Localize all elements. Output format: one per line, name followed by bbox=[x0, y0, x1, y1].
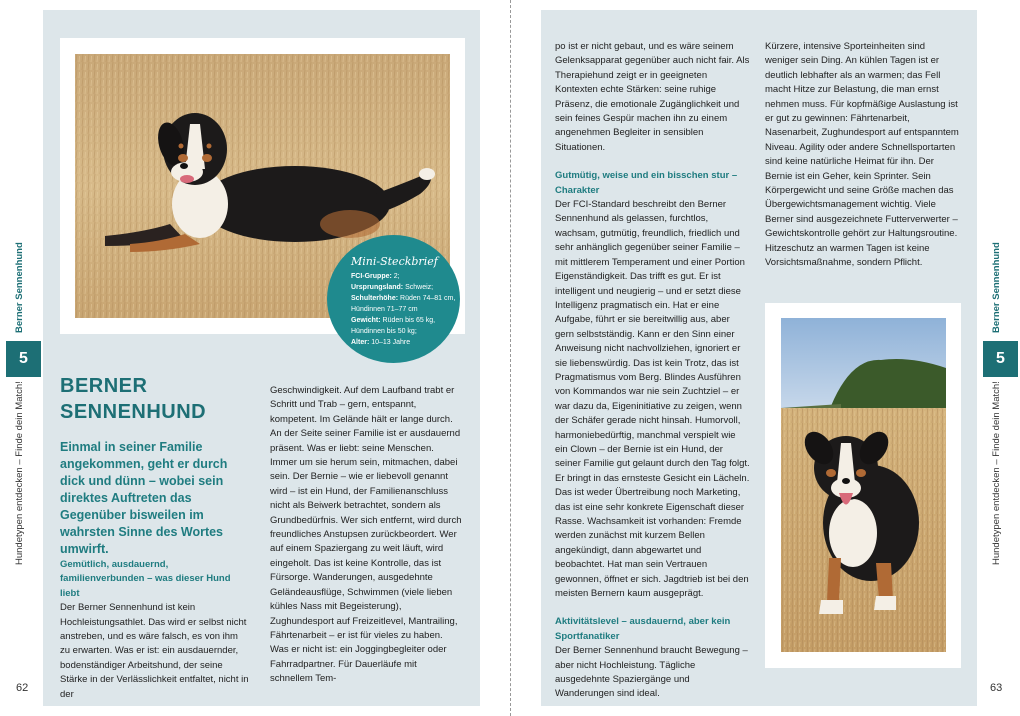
factbox-row bbox=[351, 337, 452, 348]
right-col2-body: Kürzere, intensive Sporteinheiten sind weniger sein Ding. An kühlen Tagen ist er deutlich lebhafter als an warmen; das Fell macht Hitze zur Belastung, die man ernst nehmen muss. Für kopfmäßige Auslastung ist er gut zu gewinnen: Fährtenarbeit, Nasenarbeit, Zughundesport auf entspanntem Niveau. Agility oder andere Schnellsportarten sind keine natürliche Heimat für ihn. Der Bernie ist ein Geher, kein Sprinter. Sein Körpergewicht und seine Größe machen das Übergewichtsmanagement wichtig. Viele Berner sind ausgezeichnete Futterverwerter – Gewichtskontrolle gehört zur Haltungsroutine. Hitzeschutz an warmen Tagen ist keine Vorsichtsmaßnahme, sondern Pflicht. bbox=[765, 41, 959, 269]
right-chapter-tab: 5 bbox=[983, 341, 1018, 377]
factbox-row-value: Rüden bis 65 kg, bbox=[382, 317, 436, 324]
factbox-row-label: Gewicht: bbox=[351, 317, 381, 324]
factbox-title: Mini-Steckbrief bbox=[351, 255, 438, 268]
factbox-row-value: 2; bbox=[393, 273, 400, 280]
right-col1-intro: po ist er nicht gebaut, und es wäre seinem Gelenksapparat gegenüber auch nicht fair. Als Therapiehund zeigt er in geeigneten Kontexten echte Stärken: seine ruhige Präsenz, die emotionale Zugänglichkeit und sein feines Gespür machen ihn zu einem angenehmen Begleiter in sensiblen Situationen. bbox=[555, 41, 750, 153]
left-chapter-tab: 5 bbox=[6, 341, 41, 377]
factbox-row bbox=[351, 282, 452, 293]
right-column-1-text bbox=[555, 40, 750, 702]
left-running-title: Berner Sennenhund bbox=[14, 242, 25, 333]
factbox-row bbox=[351, 304, 452, 315]
page-fold-divider bbox=[510, 0, 511, 716]
factbox-row-value: Hündinnen 71–77 cm bbox=[351, 306, 418, 313]
lead-paragraph: Einmal in seiner Familie angekommen, geht er durch dick und dünn – wobei sein direktes Auftreten das Gegenüber bisweilen im wahrsten Sinne des Wortes umwirft. bbox=[60, 440, 228, 556]
factbox-row-value: Rüden 74–81 cm, bbox=[400, 295, 456, 302]
page-title bbox=[60, 373, 260, 425]
section-body-gemuetlich: Der Berner Sennenhund ist kein Hochleistungsathlet. Das wird er selbst nicht anstreben, und es wäre falsch, es von ihm zu erwarten. Was er ist: ein ausdauernder, bodenständiger Arbeitshund, der seine Stärke in der Verlässlichkeit entfaltet, nicht in der bbox=[60, 602, 249, 700]
factbox-row bbox=[351, 326, 452, 337]
title-line-2: SENNENHUND bbox=[60, 401, 207, 423]
left-col2-body: Geschwindigkeit. Auf dem Laufband trabt er Schritt und Trab – gern, entspannt, kompetent. Im Gelände hält er lange durch. An der Seite seiner Familie ist er ausdauernd präsent. Was er liebt: seine Menschen. Immer um sie herum sein, mitmachen, dabei sein. Der Bernie – wie er liebevoll genannt wird – ist ein Hund, der Familienanschluss nicht als Beiwerk betrachtet, sondern als Grundbedürfnis. Wer sich entfernt, wird durch freundliches Anstupsen zurückbeordert. Wer auf einem Spaziergang zu weit läuft, wird eingeholt. Das ist keine Kontrolle, das ist Fürsorge. Wanderungen, ausgedehnte Geländeausflüge, Schwimmen (viele lieben kühles Nass mit Begeisterung), Zughundesport auf Freizeitlevel, Mantrailing, Fährtenarbeit – er ist für vieles zu haben. Was er nicht ist: ein Joggingbegleiter oder Fahrradpartner. Für Dauerläufe mit schnellem Tem- bbox=[270, 385, 462, 685]
photo-dog-running-in-field bbox=[781, 318, 946, 652]
factbox-row-label: Alter: bbox=[351, 339, 370, 346]
right-running-subtitle: Hundetypen entdecken – Finde dein Match! bbox=[991, 381, 1002, 565]
factbox-row bbox=[351, 271, 452, 282]
left-page-number: 62 bbox=[16, 682, 29, 694]
factbox-row-value: Hündinnen bis 50 kg; bbox=[351, 328, 417, 335]
factbox-row-label: Schulterhöhe: bbox=[351, 295, 399, 302]
section-body-charakter: Der FCI-Standard beschreibt den Berner Sennenhund als gelassen, furchtlos, wachsam, gutmütig, freundlich, friedlich und sehr anhänglich gegenüber seiner Familie – mit mittlerem Temperament und einer Portion Eigenständigkeit. Das trifft es gut. Er ist intelligent und neugierig – und er setzt diese Intelligenz pragmatisch ein. Hat er eine Aufgabe, führt er sie bereitwillig aus, aber gern selbstständig. Kann er den Sinn einer Anweisung nicht nachvollziehen, ignoriert er sie liebenswürdig. Das ist kein Trotz, das ist Pragmatismus vom Berg. Blindes Ausführen von Kommandos war nie sein Zuchtziel – er war dazu da, Eigeninitiative zu zeigen, wenn der Schäfer gerade nicht hinsah. Humorvoll, harmoniebedürftig, manchmal verspielt wie ein Clown – der Bernie ist ein Hund, der seiner Familie gut gelaunt durch den Tag folgt. Er bringt in das ernsteste Gesicht ein Lächeln. Das ist weder Übertreibung noch Marketing, das ist eine sehr konkrete Eigenschaft dieser Rasse. Wachsamkeit ist vorhanden: Fremde werden zunächst mit kurzem Bellen angekündigt, dann abgewartet und beobachtet. Hat man sein Vertrauen gewonnen, öffnet er sich. Jagdtrieb ist bei den meisten Bernern kaum ausgeprägt. bbox=[555, 199, 750, 600]
section-heading-charakter: Gutmütig, weise und ein bisschen stur – Charakter bbox=[555, 170, 738, 196]
section-heading-gemuetlich: Gemütlich, ausdauernd, familienverbunden – was dieser Hund liebt bbox=[60, 559, 231, 599]
right-running-title: Berner Sennenhund bbox=[991, 242, 1002, 333]
factbox-row-value: 10–13 Jahre bbox=[371, 339, 411, 346]
right-page-number: 63 bbox=[990, 682, 1003, 694]
factbox-row bbox=[351, 293, 456, 304]
section-body-aktivitaet: Der Berner Sennenhund braucht Bewegung – aber nicht Hochleistung. Tägliche ausgedehnte Spaziergänge und Wanderungen sind ideal. bbox=[555, 645, 748, 700]
mini-steckbrief-circle bbox=[327, 235, 460, 363]
section-heading-aktivitaet: Aktivitätslevel – ausdauernd, aber kein Sportfanatiker bbox=[555, 616, 731, 642]
factbox-row bbox=[351, 315, 452, 326]
right-column-2-text bbox=[765, 40, 960, 271]
left-column-1-text bbox=[60, 558, 250, 702]
factbox-row-label: Ursprungsland: bbox=[351, 284, 404, 291]
title-line-1: BERNER bbox=[60, 375, 148, 397]
left-column-2-text bbox=[270, 384, 462, 687]
factbox-row-value: Schweiz; bbox=[405, 284, 434, 291]
factbox-row-label: FCI-Gruppe: bbox=[351, 273, 392, 280]
left-running-subtitle: Hundetypen entdecken – Finde dein Match! bbox=[14, 381, 25, 565]
factbox-rows bbox=[351, 271, 456, 348]
